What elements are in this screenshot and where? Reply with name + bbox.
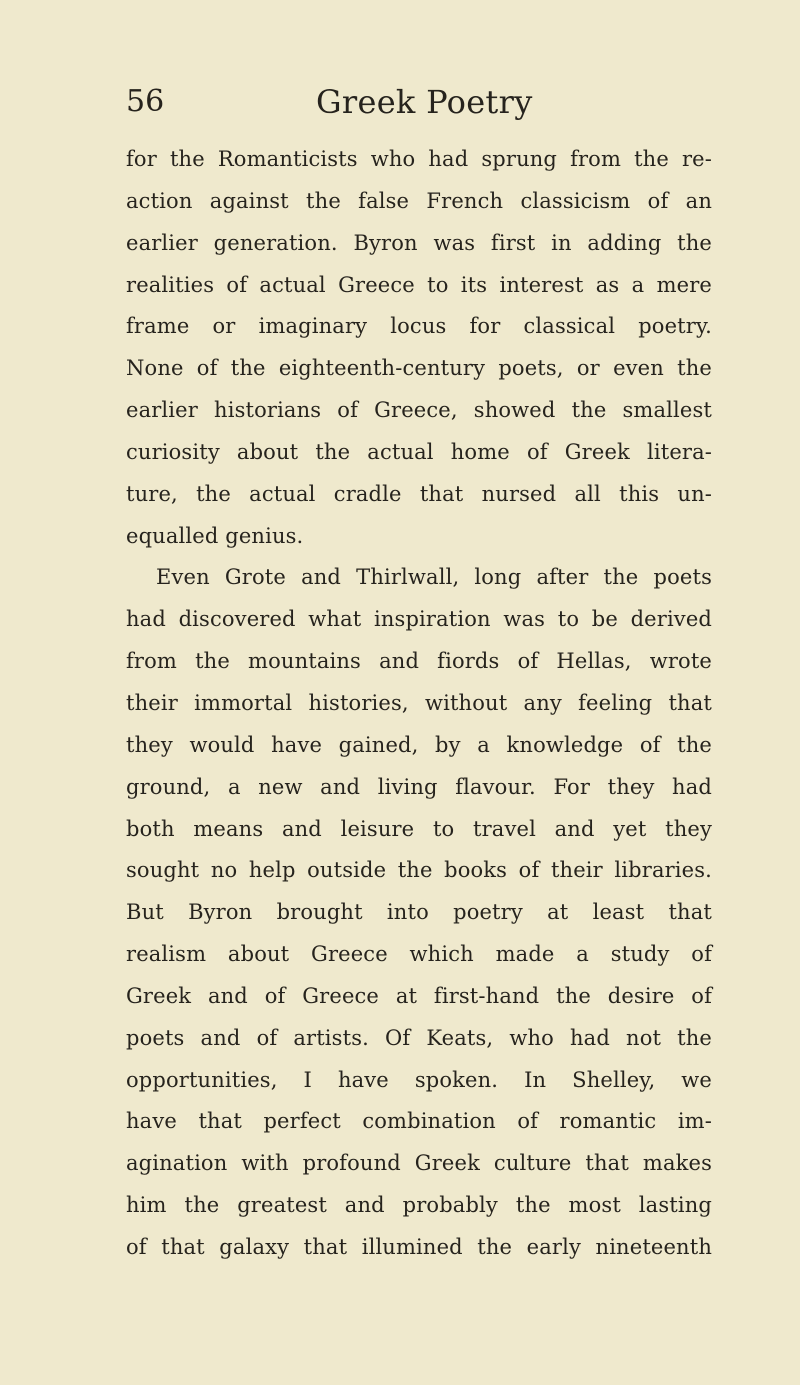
text-line: realities of actual Greece to its interest as a mere — [126, 272, 712, 297]
text-line: sought no help outside the books of their libraries. — [126, 858, 712, 883]
text-line: him the greatest and probably the most lasting — [126, 1193, 712, 1218]
text-line: ture, the actual cradle that nursed all this un- — [126, 481, 712, 506]
text-line: agination with profound Greek culture that makes — [126, 1151, 712, 1176]
text-line: None of the eighteenth-century poets, or even the — [126, 356, 712, 381]
text-line: realism about Greece which made a study of — [126, 942, 712, 967]
running-title: Greek Poetry — [316, 83, 533, 121]
paragraph-end-line: equalled genius. — [126, 523, 304, 548]
text-line: have that perfect combination of romantic im- — [126, 1109, 712, 1134]
text-line: both means and leisure to travel and yet they — [126, 816, 712, 841]
text-line: But Byron brought into poetry at least that — [126, 900, 712, 925]
text-line: opportunities, I have spoken. In Shelley, we — [126, 1067, 712, 1092]
text-line: frame or imaginary locus for classical poetry. — [126, 314, 712, 339]
text-line: had discovered what inspiration was to be derived — [126, 607, 712, 632]
text-line: of that galaxy that illumined the early nineteenth — [126, 1234, 712, 1259]
text-line: Greek and of Greece at first-hand the desire of — [126, 983, 712, 1008]
text-line: their immortal histories, without any feeling that — [126, 690, 712, 715]
page-number: 56 — [126, 84, 165, 119]
text-line: curiosity about the actual home of Greek litera- — [126, 439, 712, 464]
body-text — [126, 139, 712, 1269]
paragraph-start-line: Even Grote and Thirlwall, long after the poets — [156, 565, 712, 590]
text-line: action against the false French classicism of an — [126, 188, 712, 213]
text-line: from the mountains and fiords of Hellas, wrote — [126, 649, 712, 674]
text-line: for the Romanticists who had sprung from the re- — [126, 147, 712, 171]
text-line: earlier generation. Byron was first in adding the — [126, 230, 712, 255]
text-line: earlier historians of Greece, showed the smallest — [126, 398, 712, 423]
text-line: they would have gained, by a knowledge of the — [126, 732, 712, 757]
text-line: ground, a new and living flavour. For they had — [126, 774, 712, 799]
text-line: poets and of artists. Of Keats, who had not the — [126, 1025, 712, 1050]
running-head — [126, 82, 716, 132]
